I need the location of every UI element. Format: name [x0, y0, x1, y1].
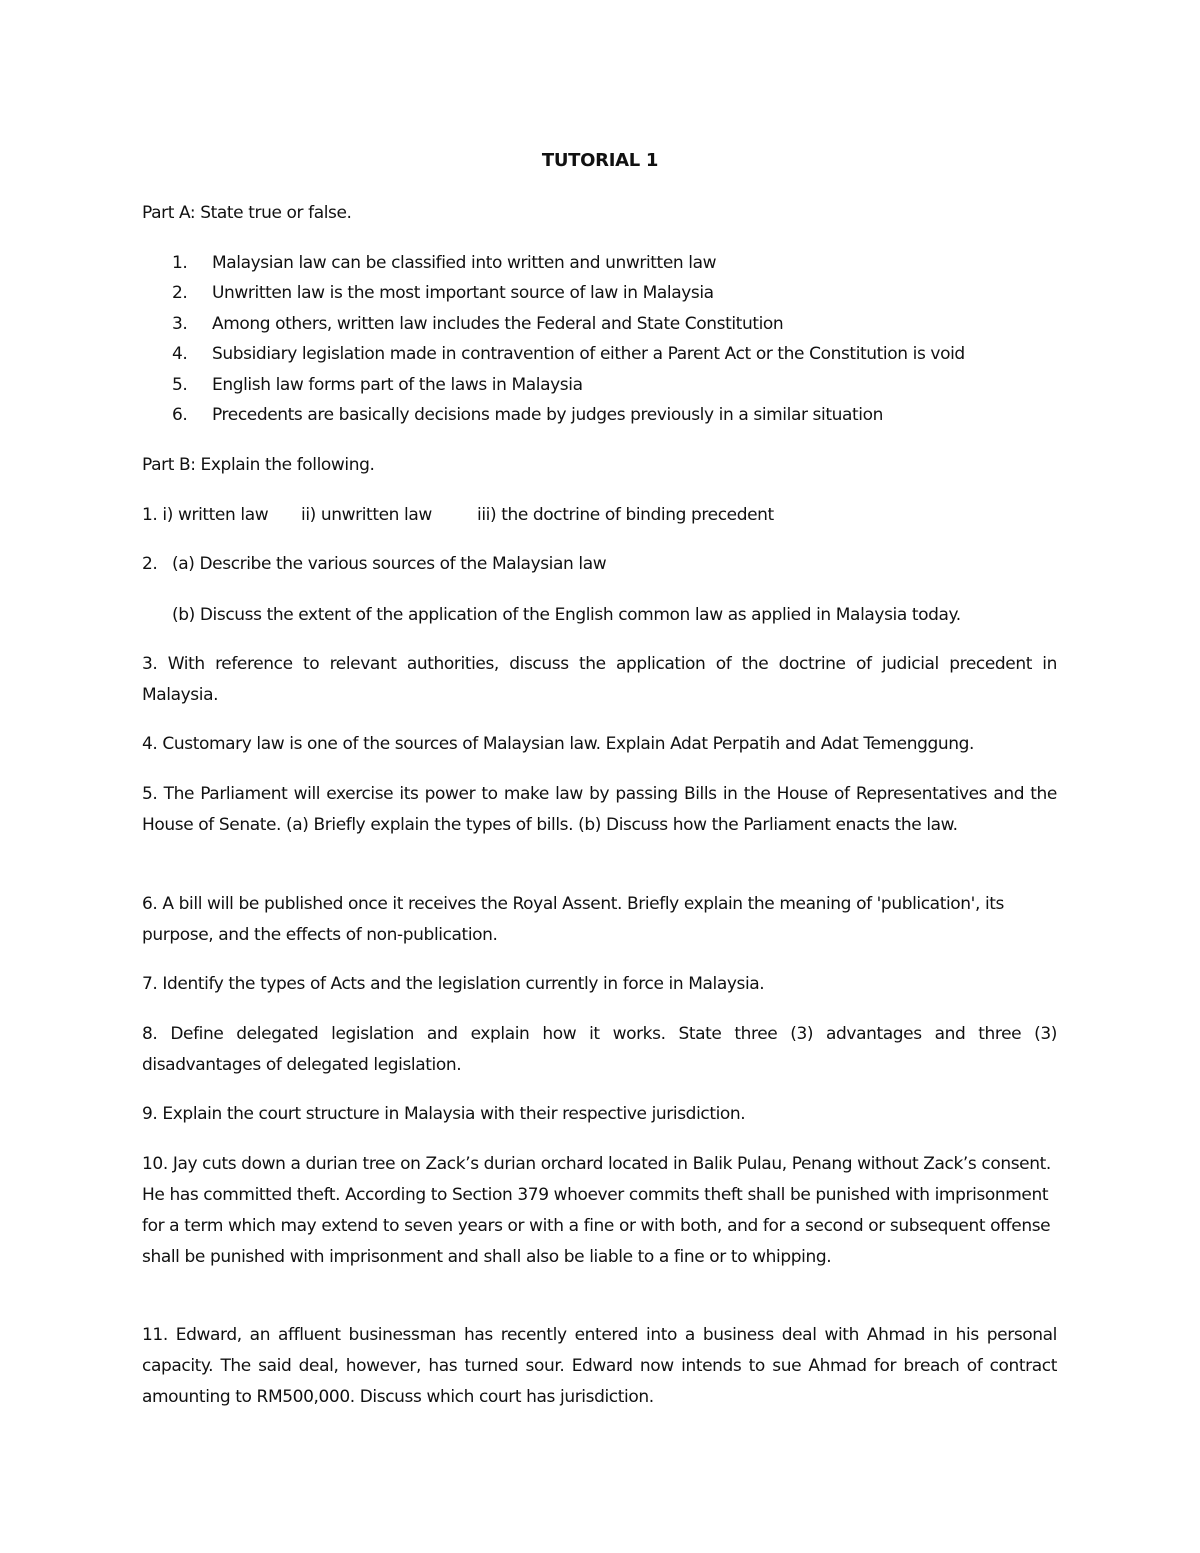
- question-1-part-i: 1. i) written law: [142, 505, 269, 525]
- question-3: 3. With reference to relevant authorities, discuss the application of the doctrine of judicial precedent in Malaysia.: [142, 654, 1057, 705]
- part-a-heading: Part A: State true or false.: [142, 203, 352, 223]
- question-9: 9. Explain the court structure in Malaysia with their respective jurisdiction.: [142, 1104, 746, 1124]
- part-a-item: Among others, written law includes the Federal and State Constitution: [212, 314, 784, 334]
- question-4: 4. Customary law is one of the sources of Malaysian law. Explain Adat Perpatih and Adat Temenggung.: [142, 734, 975, 754]
- part-b-heading: Part B: Explain the following.: [142, 455, 375, 475]
- question-2b: (b) Discuss the extent of the application of the English common law as applied in Malaysia today.: [172, 605, 961, 625]
- question-2a: (a) Describe the various sources of the Malaysian law: [172, 554, 607, 574]
- part-a-item: Subsidiary legislation made in contravention of either a Parent Act or the Constitution is void: [212, 344, 965, 364]
- part-a-item-number: 4.: [172, 344, 188, 364]
- part-a-item-number: 3.: [172, 314, 188, 334]
- question-2-number: 2.: [142, 554, 158, 574]
- part-a-item-number: 2.: [172, 283, 188, 303]
- part-a-item: Precedents are basically decisions made by judges previously in a similar situation: [212, 405, 883, 425]
- question-5: 5. The Parliament will exercise its power to make law by passing Bills in the House of Representatives and the House of Senate. (a) Briefly explain the types of bills. (b) Discuss how the Parliament enacts the law.: [142, 784, 1057, 835]
- question-11: 11. Edward, an affluent businessman has recently entered into a business deal with Ahmad in his personal capacity. The said deal, however, has turned sour. Edward now intends to sue Ahmad for breach of contract amounting to RM500,000. Discuss which court has jurisdiction.: [142, 1325, 1057, 1407]
- question-8: 8. Define delegated legislation and explain how it works. State three (3) advantages and three (3) disadvantages of delegated legislation.: [142, 1024, 1057, 1075]
- part-a-item: Malaysian law can be classified into written and unwritten law: [212, 253, 717, 273]
- part-a-item-number: 1.: [172, 253, 188, 273]
- page-title: TUTORIAL 1: [541, 150, 659, 171]
- part-a-item-number: 6.: [172, 405, 188, 425]
- question-1-part-iii: iii) the doctrine of binding precedent: [477, 505, 774, 525]
- question-1-part-ii: ii) unwritten law: [301, 505, 432, 525]
- question-6: 6. A bill will be published once it receives the Royal Assent. Briefly explain the meaning of 'publication', its purpose, and the effects of non-publication.: [142, 894, 1004, 945]
- part-a-item-number: 5.: [172, 375, 188, 395]
- question-10: 10. Jay cuts down a durian tree on Zack’s durian orchard located in Balik Pulau, Penang without Zack’s consent. He has committed theft. According to Section 379 whoever commits theft shall be punished with imprisonment for a term which may extend to seven years or with a fine or with both, and for a second or subsequent offense shall be punished with imprisonment and shall also be liable to a fine or to whipping.: [142, 1154, 1051, 1267]
- part-a-item: Unwritten law is the most important source of law in Malaysia: [212, 283, 714, 303]
- part-a-item: English law forms part of the laws in Malaysia: [212, 375, 583, 395]
- question-7: 7. Identify the types of Acts and the legislation currently in force in Malaysia.: [142, 974, 765, 994]
